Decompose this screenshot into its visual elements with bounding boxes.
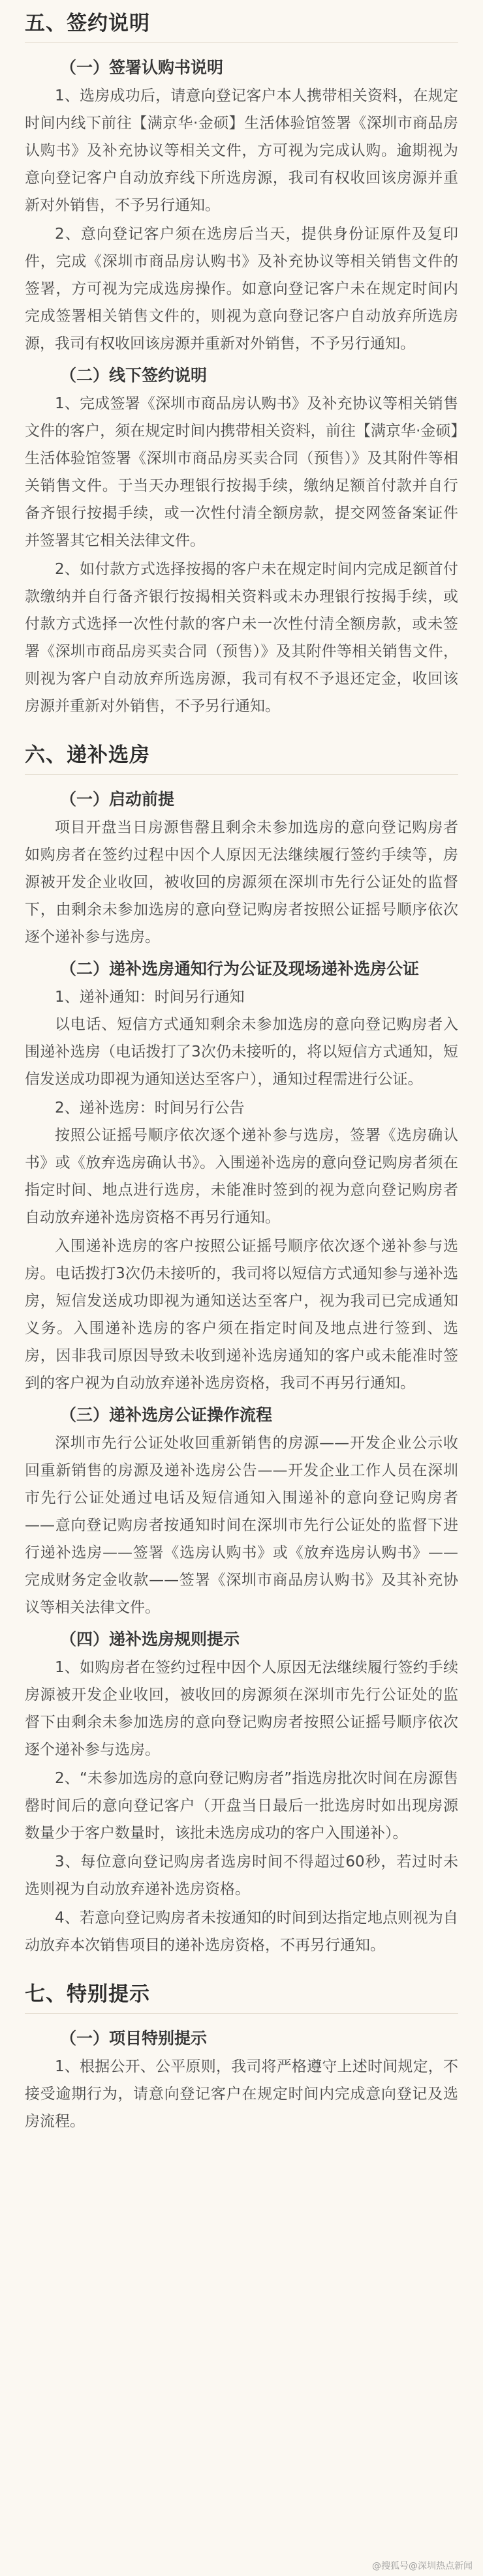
subsection-title-subscription: （一）签署认购书说明 <box>60 58 224 77</box>
paragraph: 1、完成签署《深圳市商品房认购书》及补充协议等相关销售文件的客户，须在规定时间内携带相关资料，前往【满京华·金硕】生活体验馆签署《深圳市商品房买卖合同（预售）》及其附件等相关销售文件。于当天办理银行按揭手续，缴纳足额首付款并自行备齐银行按揭手续，或一次性付清全额房款，提交网签备案证件并签署其它相关法律文件。 <box>25 395 458 549</box>
paragraph: 2、“未参加选房的意向登记购房者”指选房批次时间在房源售罄时间后的意向登记客户（开盘当日最后一批选房时如出现房源数量少于客户数量时，该批未选房成功的客户入围递补）。 <box>25 1770 458 1842</box>
section-title-substitute-selection: 六、递补选房 <box>25 743 150 767</box>
paragraph: 项目开盘当日房源售罄且剩余未参加选房的意向登记购房者如购房者在签约过程中因个人原因无法继续履行签约手续等，房源被开发企业收回，被收回的房源须在深圳市先行公证处的监督下，由剩余未参加选房的意向登记购房者按照公证摇号顺序依次逐个递补参与选房。 <box>25 819 458 946</box>
paragraph: 1、如购房者在签约过程中因个人原因无法继续履行签约手续房源被开发企业收回，被收回的房源须在深圳市先行公证处的监督下由剩余未参加选房的意向登记购房者按照公证摇号顺序依次逐个递补参与选房。 <box>25 1659 458 1758</box>
section-divider <box>25 774 458 775</box>
subsection-title-offline-signing: （二）线下签约说明 <box>60 366 208 385</box>
paragraph: 1、选房成功后，请意向登记客户本人携带相关资料，在规定时间内线下前往【满京华·金硕】生活体验馆签署《深圳市商品房认购书》及补充协议等相关文件，方可视为完成认购。逾期视为意向登记客户自动放弃线下所选房源，我司有权收回该房源并重新对外销售，不予另行通知。 <box>25 87 458 214</box>
section-title-special-notice: 七、特别提示 <box>25 1983 150 2006</box>
section-divider <box>25 42 458 43</box>
subsection-title-notification-notarization: （二）递补选房通知行为公证及现场递补选房公证 <box>60 959 420 978</box>
paragraph: 2、如付款方式选择按揭的客户未在规定时间内完成足额首付款缴纳并自行备齐银行按揭相关资料或未办理银行按揭手续，或付款方式选择一次性付款的客户未一次性付清全额房款，或未签署《深圳市商品房买卖合同（预售）》及其附件等相关销售文件，则视为客户自动放弃所选房源，我司有权不予退还定金，收回该房源并重新对外销售，不予另行通知。 <box>25 561 458 715</box>
paragraph: 入围递补选房的客户按照公证摇号顺序依次逐个递补参与选房。电话拨打3次仍未接听的，我司将以短信方式通知参与递补选房，短信发送成功即视为通知送达至客户，视为我司已完成通知义务。入围递补选房的客户须在指定时间及地点进行签到、选房，因非我司原因导致未收到递补选房通知的客户或未能准时签到的客户视为自动放弃递补选房资格，我司不再另行通知。 <box>25 1238 458 1392</box>
paragraph: 深圳市先行公证处收回重新销售的房源——开发企业公示收回重新销售的房源及递补选房公告——开发企业工作人员在深圳市先行公证处通过电话及短信通知入围递补的意向登记购房者——意向登记购房者按通知时间在深圳市先行公证处的监督下进行递补选房——签署《选房认购书》或《放弃选房认购书》——完成财务定金收款——签署《深圳市商品房认购书》及其补充协议等相关法律文件。 <box>25 1435 458 1616</box>
item-label: 2、递补选房：时间另行公告 <box>55 1100 245 1116</box>
paragraph: 3、每位意向登记购房者选房时间不得超过60秒，若过时未选则视为自动放弃递补选房资格。 <box>25 1853 458 1898</box>
paragraph: 1、根据公开、公平原则，我司将严格遵守上述时间规定，不接受逾期行为，请意向登记客户在规定时间内完成意向登记及选房流程。 <box>25 2058 458 2130</box>
subsection-title-start-condition: （一）启动前提 <box>60 790 175 809</box>
watermark: @搜狐号@深圳热点新闻 <box>372 2561 473 2571</box>
paragraph: 4、若意向登记购房者未按通知的时间到达指定地点则视为自动放弃本次销售项目的递补选房资格，不再另行通知。 <box>25 1910 458 1954</box>
paragraph: 2、意向登记客户须在选房后当天，提供身份证原件及复印件，完成《深圳市商品房认购书》及补充协议等相关销售文件的签署，方可视为完成选房操作。如意向登记客户未在规定时间内完成签署相关销售文件的，则视为意向登记客户自动放弃所选房源，我司有权收回该房源并重新对外销售，不予另行通知。 <box>25 226 458 352</box>
section-title-signing: 五、签约说明 <box>25 12 150 35</box>
paragraph: 按照公证摇号顺序依次逐个递补参与选房，签署《选房确认书》或《放弃选房确认书》。入围递补选房的意向登记购房者须在指定时间、地点进行选房，未能准时签到的视为意向登记购房者自动放弃递补选房资格不再另行通知。 <box>25 1127 458 1226</box>
paragraph: 以电话、短信方式通知剩余未参加选房的意向登记购房者入围递补选房（电话拨打了3次仍未接听的，将以短信方式通知，短信发送成功即视为通知送达至客户），通知过程需进行公证。 <box>25 1016 458 1088</box>
subsection-title-project-notice: （一）项目特别提示 <box>60 2029 208 2048</box>
subsection-title-rules: （四）递补选房规则提示 <box>60 1630 240 1649</box>
section-divider <box>25 2013 458 2014</box>
subsection-title-notarization-process: （三）递补选房公证操作流程 <box>60 1405 273 1424</box>
item-label: 1、递补通知：时间另行通知 <box>55 989 245 1006</box>
